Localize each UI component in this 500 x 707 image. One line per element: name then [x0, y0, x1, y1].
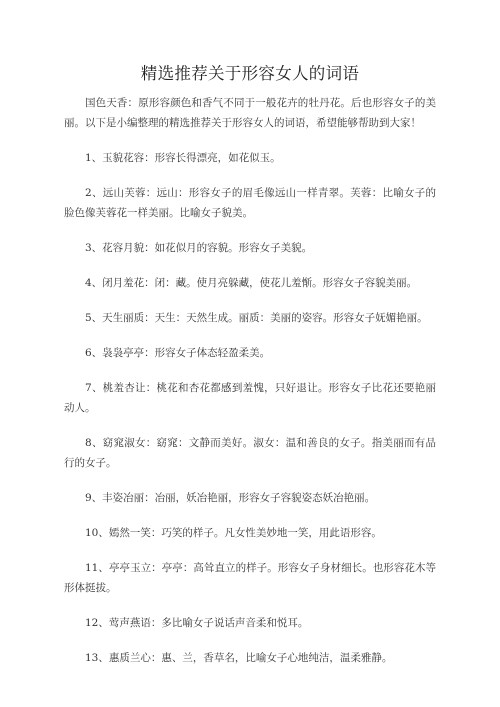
list-item-8: 8、窈窕淑女：窈窕：文静而美好。淑女：温和善良的女子。指美丽而有品行的女子。: [64, 437, 436, 469]
list-item-5: 5、天生丽质：天生：天然生成。丽质：美丽的姿容。形容女子妩媚艳丽。: [85, 312, 428, 324]
list-item-10: 10、嫣然一笑：巧笑的样子。凡女性美妙地一笑，用此语形容。: [85, 527, 382, 539]
list-item-2: 2、远山芙蓉：远山：形容女子的眉毛像远山一样青翠。芙蓉：比喻女子的脸色像芙蓉花一样美丽。比喻女子貌美。: [64, 187, 436, 219]
document-title: 精选推荐关于形容女人的词语: [140, 64, 360, 83]
list-item-9: 9、丰姿冶丽：冶丽，妖冶艳丽，形容女子容貌姿态妖冶艳丽。: [85, 492, 376, 504]
list-item-11: 11、亭亭玉立：亭亭：高耸直立的样子。形容女子身材细长。也形容花木等形体挺拔。: [64, 562, 436, 594]
list-item-6: 6、袅袅亭亭：形容女子体态轻盈柔美。: [85, 347, 271, 359]
list-item-12: 12、莺声燕语：多比喻女子说话声音柔和悦耳。: [85, 617, 309, 629]
list-item-3: 3、花容月貌：如花似月的容貌。形容女子美貌。: [85, 242, 313, 254]
intro-paragraph: 国色天香：原形容颜色和香气不同于一般花卉的牡丹花。后也形容女子的美丽。以下是小编整理的精选推荐关于形容女人的词语，希望能够帮助到大家！: [64, 97, 436, 129]
list-item-7: 7、桃羞杏让：桃花和杏花都感到羞愧，只好退让。形容女子比花还要艳丽动人。: [64, 382, 436, 414]
list-item-1: 1、玉貌花容：形容长得漂亮，如花似玉。: [85, 152, 281, 164]
list-item-13: 13、惠质兰心：惠、兰，香草名，比喻女子心地纯洁，温柔雅静。: [85, 652, 393, 664]
list-item-4: 4、闭月羞花：闭：藏。使月亮躲藏，使花儿羞惭。形容女子容貌美丽。: [85, 277, 418, 289]
document-body: [64, 93, 436, 668]
